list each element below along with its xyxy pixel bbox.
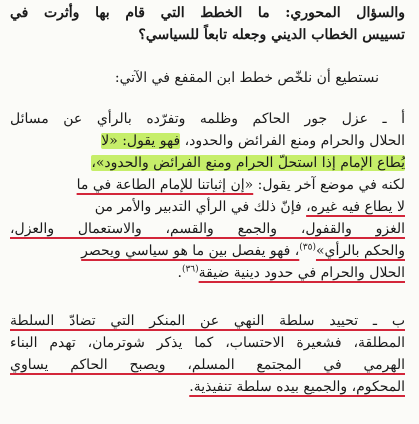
- para-a-line-7-rest: ، فهو يفصل بين ما هو سياسي ويحصر: [81, 243, 300, 259]
- para-a-line-8-end: .: [177, 265, 182, 281]
- para-a-line-3: [10, 152, 405, 174]
- intro-line: نستطيع أن نلخّص خطط ابن المقفع في الآتي:: [114, 70, 379, 86]
- para-a-line-5: [10, 196, 405, 218]
- heading-line-2: تسييس الخطاب الديني وجعله تابعاً للسياسي؟: [138, 27, 405, 43]
- highlighted-quote: يُطاع الإمام إذا استحلّ الحرام ومنع الفرائض والحدود»،: [91, 155, 405, 171]
- para-a-line-7-text: والحكم بالرأي»: [315, 243, 405, 259]
- para-a-line-2: [10, 130, 405, 152]
- para-b-line-2: المطلقة، فشعيرة الاحتساب، كما يذكر شوترمان، تهدم البناء: [10, 335, 405, 351]
- underlined-quote-end: لا يطاع فيه غيره،: [306, 199, 405, 215]
- para-a-line-4: [10, 174, 405, 196]
- para-a-line-8: [10, 262, 405, 284]
- para-b-line-4: المحكوم، والجميع بيده سلطة تنفيذية.: [189, 379, 405, 395]
- footnote-ref-35[interactable]: (٣٥): [299, 242, 316, 253]
- highlighted-quote-start: فهو يقول: «لا: [101, 133, 181, 149]
- para-a-line-1: أ ـ عزل جور الحاكم وظلمه وتفرّده بالرأي عن مسائل: [10, 111, 405, 127]
- footnote-ref-36[interactable]: (٣٦): [181, 264, 199, 275]
- para-a-line-8-text: الحلال والحرام في حدود دينية ضيقة: [198, 265, 405, 281]
- para-a-line-2-plain: الحلال والحرام ومنع الفرائض والحدود،: [184, 133, 405, 149]
- para-a-line-5-plain: فإنّ ذلك في الرأي التدبير والأمر من: [94, 199, 302, 215]
- para-a-line-6: الغزو والقفول، والجمع والقسم، والاستعمال والعزل،: [10, 221, 405, 237]
- heading-line-1: والسؤال المحوري: ما الخطط التي قام بها وأثرت في: [10, 5, 405, 21]
- para-b-line-1: ب ـ تحييد سلطة النهي عن المنكر التي تضادّ السلطة: [10, 313, 405, 329]
- underlined-quote-start: «إن إثباتنا للإمام الطاعة في ما: [76, 177, 254, 193]
- para-a-line-7: [10, 240, 405, 262]
- para-b-line-3: الهرمي في المجتمع المسلم، ويصبح الحاكم يساوي: [10, 357, 405, 373]
- para-a-line-4-plain: لكنه في موضع آخر يقول:: [257, 177, 405, 193]
